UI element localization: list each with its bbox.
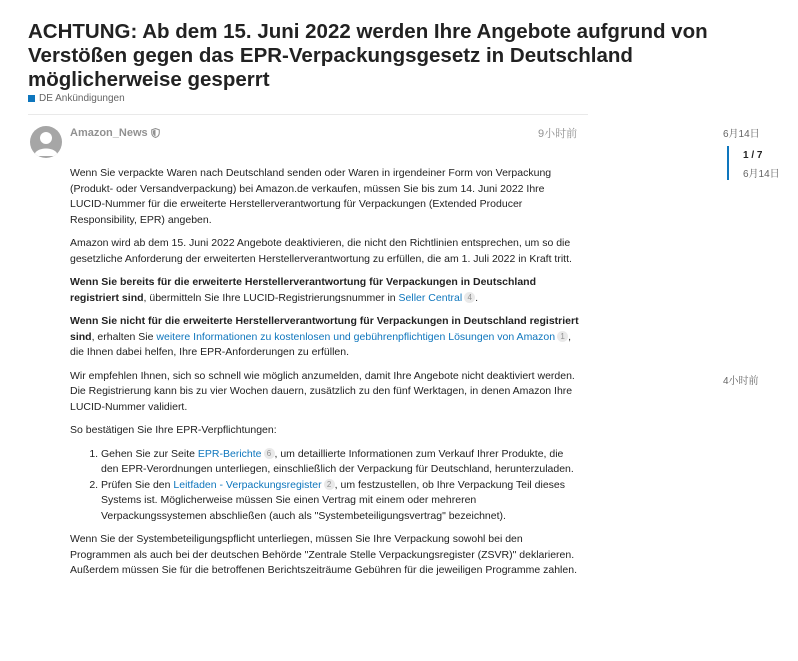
bold-text: Wenn Sie nicht für die erweiterte Herstellerverantwortung für Verpackungen in Deutschland registriert sind: [70, 315, 579, 343]
post-body: [70, 166, 580, 587]
moderator-shield-icon: [151, 128, 160, 138]
steps-list: [70, 447, 580, 525]
author-name: Amazon_News: [70, 127, 148, 139]
timeline-current-date: 6月14日: [743, 169, 780, 180]
inline-text: Prüfen Sie den: [101, 478, 174, 491]
timeline-position: 1 / 7: [743, 150, 763, 161]
timeline-scroll-handle[interactable]: [727, 146, 729, 180]
default-avatar-icon: [30, 126, 62, 158]
post-timestamp[interactable]: 9小时前: [538, 128, 578, 140]
packaging-register-guide-link[interactable]: Leitfaden - Verpackungsregister: [173, 478, 322, 491]
post-paragraph: So bestätigen Sie Ihre EPR-Verpflichtungen:: [70, 424, 277, 436]
link-click-count: 4: [464, 292, 475, 303]
link-click-count: 1: [557, 331, 568, 342]
timeline-start-date[interactable]: 6月14日: [723, 129, 760, 140]
seller-central-link[interactable]: Seller Central: [398, 291, 463, 304]
category-color-square: [28, 95, 35, 102]
post-paragraph: Wenn Sie verpackte Waren nach Deutschland senden oder Waren in irgendeiner Form von Verpackung (Produkt- oder Versandverpackung) bei Amazon.de verkaufen, müssen Sie bis zum 14. Juni 2022 Ihre LUCID-Nummer für die erweiterte Herstellerverantwortung für Verpackungen (Extended Producer Responsibility, EPR) angeben.: [70, 167, 552, 226]
post-paragraph: [70, 275, 580, 306]
epr-reports-link[interactable]: EPR-Berichte: [197, 447, 262, 460]
post-paragraph: Wir empfehlen Ihnen, sich so schnell wie möglich anzumelden, damit Ihre Angebote nicht deaktiviert werden. Die Registrierung kann bis zu vier Wochen dauern, zusätzlich zu den fünf Werktagen, in denen Amazon Ihre LUCID-Nummer validiert.: [70, 369, 575, 413]
post-paragraph: Wenn Sie der Systembeteiligungspflicht unterliegen, müssen Sie Ihre Verpackung sowohl bei den Programmen als auch bei der deutschen Behörde "Zentrale Stelle Verpackungsregister (ZSVR)" deklarieren. Außerdem müssen Sie für die betroffenen Berichtszeiträume Gebühren für die jeweiligen Programme zahlen.: [70, 533, 577, 576]
user-avatar[interactable]: [30, 126, 62, 158]
link-click-count: 2: [324, 479, 335, 490]
inline-text: , erhalten Sie: [91, 330, 157, 343]
timeline-end-date[interactable]: 4小时前: [723, 376, 759, 387]
post-paragraph: Amazon wird ab dem 15. Juni 2022 Angebote deaktivieren, die nicht den Richtlinien entsprechen, um so die gesetzliche Anforderung der erweiterten Herstellerverantwortung zu erfüllen, die am 1. Juli 2022 in Kraft tritt.: [70, 237, 572, 265]
solutions-info-link[interactable]: weitere Informationen zu kostenlosen und gebührenpflichtigen Lösungen von Amazon: [156, 330, 556, 343]
inline-text: , um detaillierte Informationen zum Verkauf Ihrer Produkte, die den EPR-Verordnungen unterliegen, einschließlich der Verpackung für Deutschland, herunterzuladen.: [101, 447, 574, 475]
list-item: [101, 447, 580, 478]
list-item: [101, 478, 580, 525]
category-label: DE Ankündigungen: [39, 93, 125, 104]
post-author[interactable]: [70, 127, 160, 139]
title-divider: [28, 114, 588, 115]
category-badge[interactable]: [28, 93, 125, 104]
inline-text: , übermitteln Sie Ihre LUCID-Registrierungsnummer in: [143, 291, 399, 304]
inline-text: Gehen Sie zur Seite: [101, 447, 198, 460]
post-paragraph: [70, 314, 580, 361]
topic-title: ACHTUNG: Ab dem 15. Juni 2022 werden Ihre Angebote aufgrund von Verstößen gegen das EPR-Verpackungsgesetz in Deutschland möglicherweise gesperrt: [28, 20, 708, 91]
bold-text: Wenn Sie bereits für die erweiterte Herstellerverantwortung für Verpackungen in Deutschland registriert sind: [70, 276, 537, 304]
link-click-count: 6: [264, 448, 275, 459]
inline-text: .: [475, 291, 479, 304]
inline-text: , die Ihnen dabei helfen, Ihre EPR-Anforderungen zu erfüllen.: [70, 330, 571, 358]
inline-text: , um festzustellen, ob Ihre Verpackung Teil dieses Systems ist. Möglicherweise müssen Sie einen Vertrag mit einem oder mehreren Verpackungssystemen abschließen (auch als "Systembeteiligungsvertrag" bezeichnet).: [101, 478, 566, 522]
